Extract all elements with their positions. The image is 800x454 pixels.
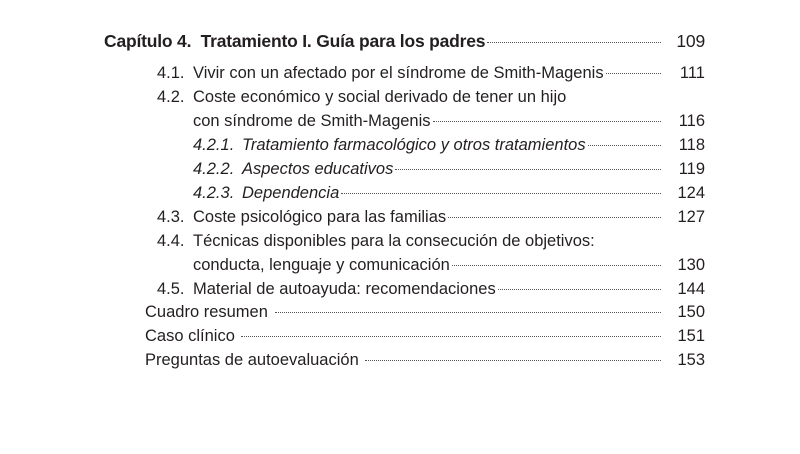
entry-title: Cuadro resumen [145, 303, 268, 321]
toc-entry[interactable] [0, 348, 800, 372]
entry-title-line2: con síndrome de Smith-Magenis [193, 112, 431, 130]
toc-entry[interactable] [0, 277, 800, 301]
leader-dots [433, 121, 661, 122]
leader-dots [498, 289, 661, 290]
toc-subentry[interactable] [0, 157, 800, 181]
leader-dots [448, 217, 661, 218]
toc-entry-continuation[interactable] [0, 109, 800, 133]
toc-entry[interactable] [0, 324, 800, 348]
entry-number: 4.5. [157, 280, 185, 298]
page-number: 151 [677, 327, 705, 345]
page-number: 118 [678, 136, 705, 154]
page-number: 124 [677, 184, 705, 202]
entry-title: Caso clínico [145, 327, 235, 345]
entry-title-line1: Coste económico y social derivado de tener un hijo [193, 88, 567, 106]
entry-number: 4.3. [157, 208, 185, 226]
chapter-title: Tratamiento I. Guía para los padres [200, 31, 486, 51]
entry-title: Vivir con un afectado por el síndrome de Smith-Magenis [193, 64, 604, 82]
toc-entry[interactable] [0, 205, 800, 229]
toc-subentry[interactable] [0, 133, 800, 157]
entry-number: 4.1. [157, 64, 185, 82]
entry-title: Dependencia [242, 184, 340, 202]
leader-dots [341, 193, 661, 194]
entry-title: Coste psicológico para las familias [193, 208, 447, 226]
entry-title: Material de autoayuda: recomendaciones [193, 280, 496, 298]
entry-number: 4.2.2. [193, 160, 235, 178]
entry-title: Aspectos educativos [242, 160, 394, 178]
page-number: 153 [677, 351, 705, 369]
leader-dots [365, 360, 661, 361]
leader-dots [395, 169, 661, 170]
entry-number: 4.2. [157, 88, 185, 106]
page-number: 109 [676, 31, 705, 51]
leader-dots [588, 145, 661, 146]
toc-entry[interactable] [0, 300, 800, 324]
leader-dots [275, 312, 662, 313]
page-number: 150 [677, 303, 705, 321]
toc-entry[interactable] [0, 229, 800, 253]
entry-title-line2: conducta, lenguaje y comunicación [193, 256, 450, 274]
entry-title: Preguntas de autoevaluación [145, 351, 359, 369]
leader-dots [452, 265, 661, 266]
entry-number: 4.4. [157, 232, 185, 250]
entry-number: 4.2.1. [193, 136, 235, 154]
page-number: 127 [677, 208, 705, 226]
chapter-label: Capítulo 4. [104, 31, 192, 51]
entry-number: 4.2.3. [193, 184, 235, 202]
toc-entry[interactable] [0, 61, 800, 85]
toc-entry-continuation[interactable] [0, 253, 800, 277]
leader-dots [606, 73, 661, 74]
page-number: 119 [678, 160, 705, 178]
toc-subentry[interactable] [0, 181, 800, 205]
entry-title-line1: Técnicas disponibles para la consecución de objetivos: [193, 232, 595, 250]
leader-dots [487, 42, 661, 43]
page-number: 111 [679, 64, 705, 82]
toc-entry[interactable] [0, 85, 800, 109]
page-number: 144 [677, 280, 705, 298]
entry-title: Tratamiento farmacológico y otros tratamientos [242, 136, 586, 154]
page-number: 116 [678, 112, 705, 130]
toc-chapter-heading[interactable] [0, 29, 800, 53]
page-number: 130 [677, 256, 705, 274]
leader-dots [241, 336, 661, 337]
